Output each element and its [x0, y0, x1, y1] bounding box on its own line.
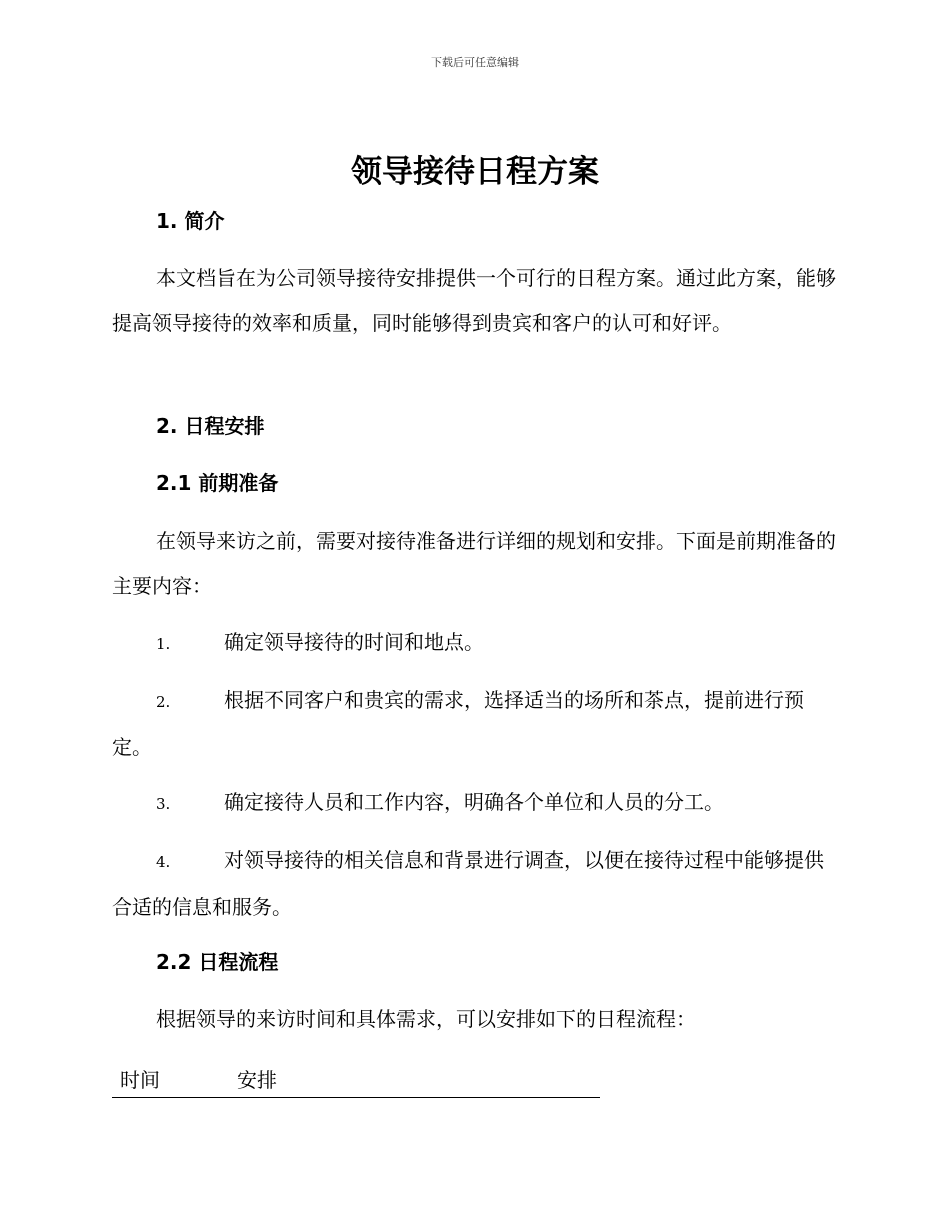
heading-schedule: 2. 日程安排 [156, 414, 265, 438]
heading-prep: 2.1 前期准备 [156, 471, 279, 495]
document-title: 领导接待日程方案 [351, 154, 599, 190]
schedule-table [112, 1063, 600, 1098]
list-item-text: 根据不同客户和贵宾的需求，选择适当的场所和茶点，提前进行预定。 [112, 688, 804, 759]
list-item-text: 确定接待人员和工作内容，明确各个单位和人员的分工。 [224, 790, 724, 814]
prep-paragraph: 在领导来访之前，需要对接待准备进行详细的规划和安排。下面是前期准备的主要内容： [112, 529, 836, 598]
list-item-number: 1. [156, 635, 171, 653]
list-item-number: 4. [156, 853, 171, 871]
list-item-text: 确定领导接待的时间和地点。 [224, 630, 484, 654]
heading-flow: 2.2 日程流程 [156, 950, 279, 974]
header-note: 下载后可任意编辑 [431, 56, 519, 69]
list-item-number: 3. [156, 795, 171, 813]
list-item [112, 780, 836, 827]
flow-paragraph: 根据领导的来访时间和具体需求，可以安排如下的日程流程： [156, 1007, 696, 1031]
list-item-number: 2. [156, 693, 171, 711]
heading-intro: 1. 简介 [156, 209, 225, 233]
list-item-text: 对领导接待的相关信息和背景进行调查，以便在接待过程中能够提供合适的信息和服务。 [112, 848, 824, 919]
table-header-row [112, 1063, 600, 1097]
intro-paragraph: 本文档旨在为公司领导接待安排提供一个可行的日程方案。通过此方案，能够提高领导接待的效率和质量，同时能够得到贵宾和客户的认可和好评。 [112, 266, 836, 335]
list-item [112, 838, 836, 930]
list-item [112, 620, 836, 667]
table-header-time: 时间 [120, 1068, 160, 1092]
list-item [112, 678, 836, 770]
table-header-plan: 安排 [237, 1068, 277, 1092]
